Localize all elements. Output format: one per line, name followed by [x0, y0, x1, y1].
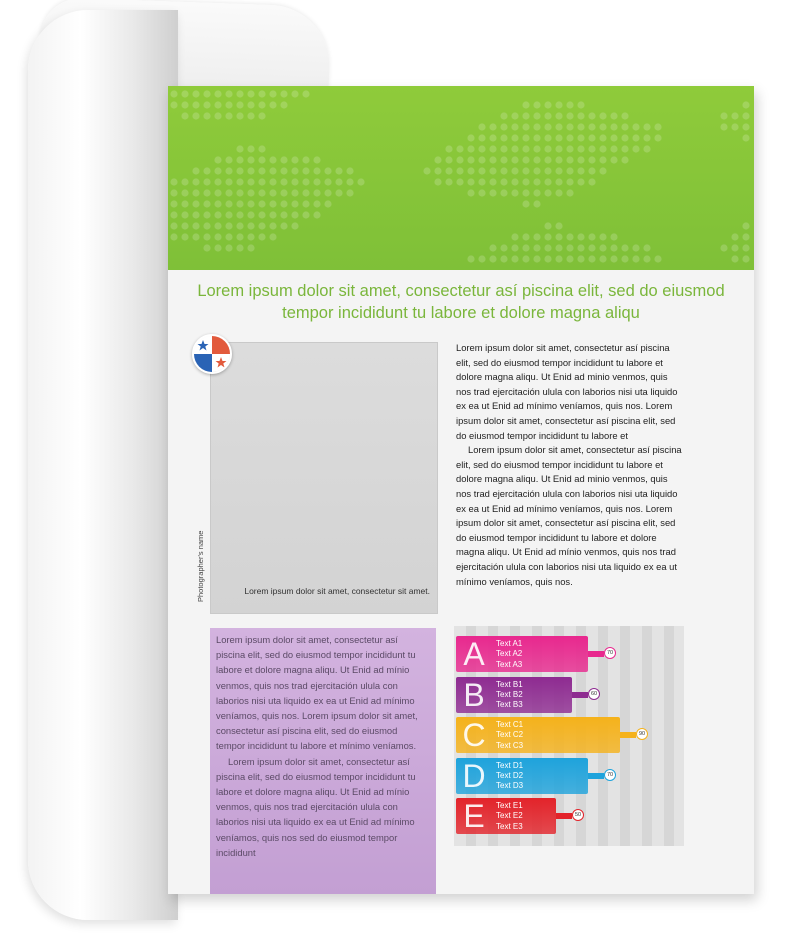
chart-value-badge: 60 [588, 688, 600, 700]
chart-series-labels [496, 761, 523, 792]
chart-bar-tip [588, 773, 604, 779]
chart-label: Text C2 [496, 730, 524, 740]
chart-label: Text D3 [496, 781, 524, 791]
chart-category-letter: D [462, 757, 486, 794]
flag-icon [192, 334, 232, 374]
body-paragraph: Lorem ipsum dolor sit amet, consectetur así piscina elit, sed do eiusmod tempor incididunt tu labore et dolore magna aliqu. Ut Enid ad minio venmos, quis nos trad ejercitación ulula con laborios nisi uta liquido ex ea ut Enid ad mínimo veníamos, quis nos. Lorem ipsum dolor sit amet, consectetur así piscina elit, sed do eiusmod tempor incididunt tu labore et dolore magna aliqu. Ut Enid ad mínio venmos, quis nos trad ejercitación ulula con laborios nisi uta liquido ex ea ut mínimo veníamos, quis nos. [456, 444, 682, 587]
chart-bar-tip [588, 651, 604, 657]
chart-label: Text E1 [496, 801, 523, 810]
sidebar-paragraph: Lorem ipsum dolor sit amet, consectetur así piscina elit, sed do eiusmod tempor incididunt tu labore et dolore magna aliqu. Ut Enid ad mínio venmos, quis nos trad ejercitación ulula con laborios nisi uta liquido ex ea ut Enid ad mínimo veníamos, quis nos sed do eiusmod tempor incididunt [216, 755, 416, 858]
chart-row-c [456, 717, 660, 753]
chart-row-d [456, 758, 628, 794]
chart-label: Text A3 [496, 659, 523, 669]
chart-label: Text E3 [496, 821, 523, 831]
chart-label: Text A2 [496, 649, 523, 659]
sidebar-text [216, 632, 428, 860]
chart-series-labels [496, 680, 523, 711]
header-banner [168, 86, 754, 270]
chart-label: Text B3 [496, 700, 523, 710]
chart-label: Text D1 [496, 760, 524, 770]
infographic-chart [454, 626, 684, 846]
body-text-column [456, 341, 684, 589]
chart-category-letter: E [463, 798, 485, 834]
chart-series-labels [496, 801, 523, 832]
chart-series-labels [496, 639, 522, 670]
sidebar-paragraph: Lorem ipsum dolor sit amet, consectetur así piscina elit, sed do eiusmod tempor incididunt tu labore et dolore magna aliqu. Ut Enid ad mínio venmos, quis nos trad ejercitación ulula con laborios nisi uta liquido ex ea ut Enid ad mínimo veníamos, quis nos. Lorem ipsum dolor sit amet, consectetur así piscina elit, sed do eiusmod tempor incididunt tu labore et mínimo veníamos. [216, 634, 418, 752]
chart-category-letter: A [463, 636, 485, 672]
chart-label: Text E2 [496, 811, 523, 821]
chart-value-badge: 70 [604, 769, 616, 781]
chart-value-badge: 50 [572, 809, 584, 821]
body-paragraph: Lorem ipsum dolor sit amet, consectetur así piscina elit, sed do eiusmod tempor incididunt tu labore et dolore magna aliqu. Ut Enid ad minio venmos, quis nos trad ejercitación ulula con laborios nisi uta liquido ex ea ut Enid ad mínimo veníamos, quis nos. Lorem ipsum dolor sit amet, consectetur así piscina elit, sed do eiusmod tempor incididunt tu labore et [456, 342, 678, 441]
chart-value-badge: 90 [636, 728, 648, 740]
magazine-page [168, 86, 754, 894]
chart-bar-tip [572, 692, 588, 698]
photo-placeholder [210, 342, 438, 614]
chart-row-a [456, 636, 628, 672]
photographer-credit: Photographer's name [196, 530, 205, 602]
chart-category-letter: C [462, 717, 486, 753]
chart-bar-tip [556, 813, 572, 819]
chart-row-b [456, 677, 612, 713]
page-curl-left [28, 10, 178, 920]
banner-dot-pattern [168, 86, 754, 270]
photo-caption: Lorem ipsum dolor sit amet, consectetur sit amet. [244, 586, 430, 596]
chart-series-labels [496, 720, 523, 751]
chart-label: Text B2 [496, 689, 523, 699]
chart-bar-tip [620, 732, 636, 738]
page-headline: Lorem ipsum dolor sit amet, consectetur así piscina elit, sed do eiusmod tempor incididunt tu labore et dolore magna aliqu [197, 282, 725, 322]
chart-label: Text A1 [496, 639, 523, 648]
chart-label: Text C3 [496, 740, 524, 750]
chart-row-e [456, 798, 596, 834]
chart-value-badge: 70 [604, 647, 616, 659]
chart-category-letter: B [463, 676, 485, 713]
chart-label: Text C1 [496, 720, 524, 729]
chart-label: Text D2 [496, 770, 524, 780]
sidebar-box [210, 628, 436, 894]
chart-label: Text B1 [496, 679, 523, 689]
